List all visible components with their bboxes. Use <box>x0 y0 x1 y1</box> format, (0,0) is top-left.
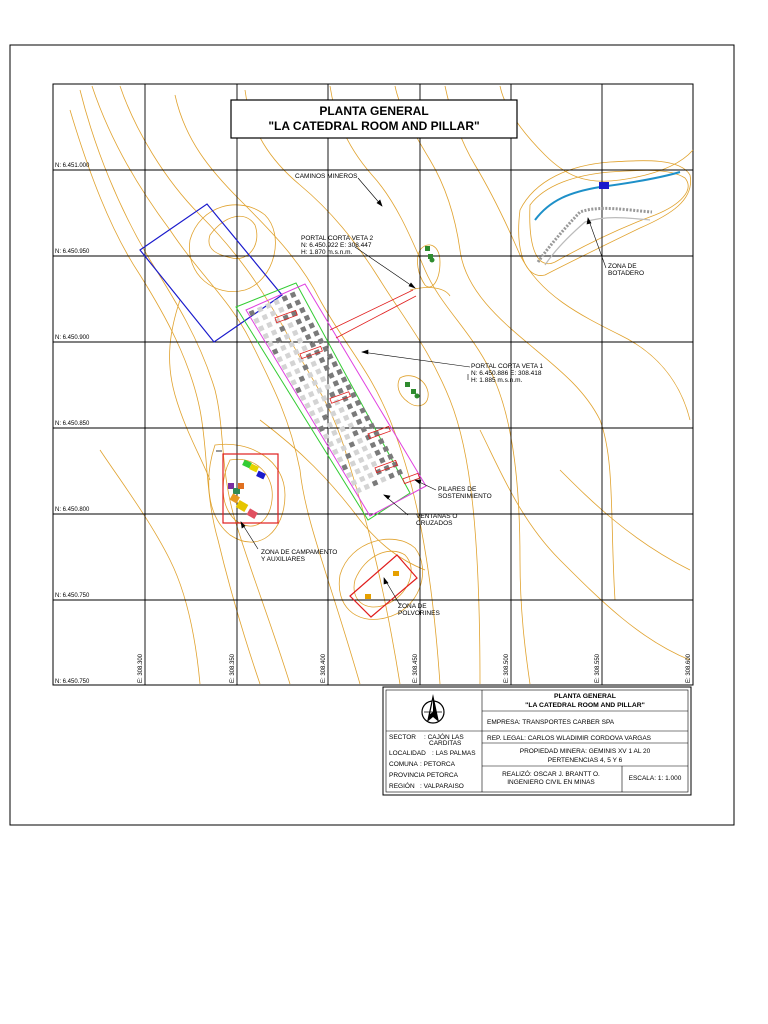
author-field: REALIZÓ: OSCAR J. BRANTT O. <box>502 771 600 778</box>
mining-property-field: PROPIEDAD MINERA: GEMINIS XV 1 AL 20 <box>519 748 651 755</box>
field-key: SECTOR <box>389 734 416 741</box>
pilares-label-2: SOSTENIMIENTO <box>438 493 492 500</box>
scale-field: ESCALA: 1: 1.000 <box>628 775 682 782</box>
northing-label: N: 6.451.000 <box>55 163 90 169</box>
northing-label: N: 6.450.800 <box>55 507 90 513</box>
title-block <box>383 687 691 795</box>
company-field: EMPRESA: TRANSPORTES CARBER SPA <box>487 719 615 726</box>
easting-label: E: 308.500 <box>504 653 510 683</box>
portal-2-coords: N: 6.450.922 E: 308.447 <box>301 242 372 249</box>
northing-label: N: 6.450.750 <box>55 679 90 685</box>
polvorines-label-2: POLVORINES <box>398 610 440 617</box>
field-key: COMUNA <box>389 761 418 768</box>
field-value: : LAS PALMAS <box>432 750 476 757</box>
northing-label: N: 6.450.950 <box>55 249 90 255</box>
portal-2-elevation: H: 1.870 m.s.n.m. <box>301 249 353 256</box>
northing-label: N: 6.450.850 <box>55 421 90 427</box>
field-value-2: CARDITAS <box>429 740 462 747</box>
field-value: : CAJÓN LAS <box>424 734 464 741</box>
portal-1-label: PORTAL CORTA VETA 1 <box>471 363 544 370</box>
caminos-label: CAMINOS MINEROS <box>295 173 358 180</box>
ventanas-label: VENTANAS O <box>416 513 458 520</box>
easting-label: E: 308.450 <box>413 653 419 683</box>
portal-1-elevation: H: 1.885 m.s.n.m. <box>471 377 523 384</box>
field-key: REGIÓN <box>389 783 415 790</box>
portal-1-coords: N: 6.450.886 E: 308.418 <box>471 370 542 377</box>
polvorines-label: ZONA DE <box>398 603 427 610</box>
botadero-label: ZONA DE <box>608 263 637 270</box>
easting-label: E: 308.300 <box>138 653 144 683</box>
campamento-label: ZONA DE CAMPAMENTO <box>261 549 338 556</box>
map-title: PLANTA GENERAL <box>319 104 429 118</box>
portal-2-label: PORTAL CORTA VETA 2 <box>301 235 374 242</box>
map-title-box <box>231 100 517 138</box>
claims-field: PERTENENCIAS 4, 5 Y 6 <box>547 757 623 764</box>
field-key: PROVINCIA <box>389 772 425 779</box>
legal-rep-field: REP. LEGAL: CARLOS WLADIMIR CORDOVA VARGAS <box>487 735 651 742</box>
easting-label: E: 308.550 <box>595 653 601 683</box>
field-value: : PETORCA <box>420 761 455 768</box>
title-block-heading: PLANTA GENERAL <box>554 693 616 700</box>
field-value: : VALPARAISO <box>420 783 464 790</box>
field-key: LOCALIDAD <box>389 750 426 757</box>
northing-label: N: 6.450.750 <box>55 593 90 599</box>
campamento-label-2: Y AUXILIARES <box>261 556 305 563</box>
pilares-label: PILARES DE <box>438 486 477 493</box>
map-subtitle: "LA CATEDRAL ROOM AND PILLAR" <box>268 119 480 133</box>
field-value: : PETORCA <box>423 772 458 779</box>
botadero-label-2: BOTADERO <box>608 270 644 277</box>
northing-label: N: 6.450.900 <box>55 335 90 341</box>
ventanas-label-2: CRUZADOS <box>416 520 453 527</box>
title-block-project: "LA CATEDRAL ROOM AND PILLAR" <box>525 702 645 709</box>
author-title-field: INGENIERO CIVIL EN MINAS <box>507 779 595 786</box>
easting-label: E: 308.600 <box>686 653 692 683</box>
easting-label: E: 308.350 <box>230 653 236 683</box>
easting-label: E: 308.400 <box>321 653 327 683</box>
